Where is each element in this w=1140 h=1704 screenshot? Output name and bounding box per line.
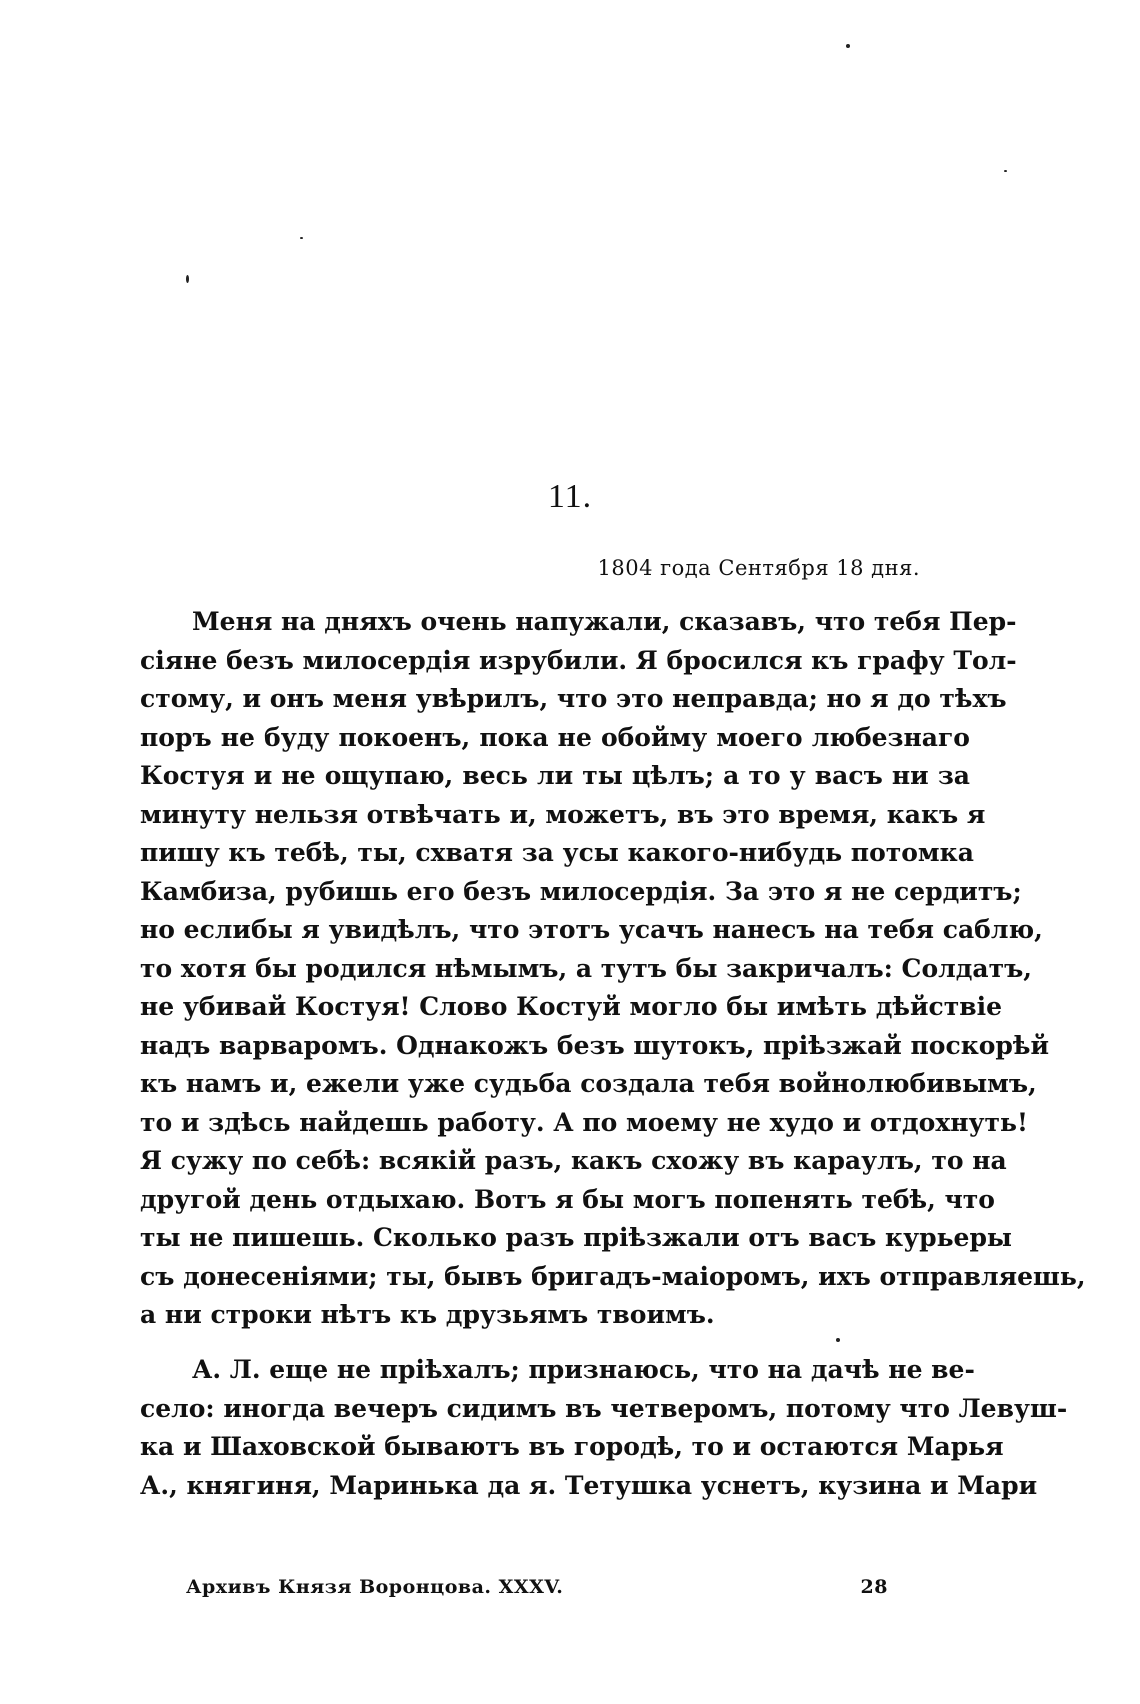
text-line: пишу къ тебѣ, ты, схватя за усы какого-нибудь потомка (140, 838, 974, 867)
text-line: сіяне безъ милосердія изрубили. Я бросился къ графу Тол- (140, 645, 1017, 675)
text-line: ка и Шаховской бываютъ въ городѣ, то и остаются Марья (140, 1432, 1004, 1461)
letter-number: 11. (547, 478, 593, 515)
text-line: А. Л. еще не пріѣхалъ; признаюсь, что на дачѣ не ве- (192, 1355, 975, 1384)
text-line: Костуя и не ощупаю, весь ли ты цѣлъ; а то у васъ ни за (140, 761, 970, 790)
text-line: къ намъ и, ежели уже судьба создала тебя войнолюбивымъ, (140, 1069, 1037, 1098)
text-line: то и здѣсь найдешь работу. А по моему не худо и отдохнуть! (140, 1107, 1028, 1137)
text-line: село: иногда вечеръ сидимъ въ четверомъ, потому что Левуш- (140, 1393, 1068, 1423)
archive-signature: Архивъ Князя Воронцова. XXXV. (186, 1576, 564, 1598)
scan-speck (1004, 170, 1007, 172)
letter-paragraph-1 (140, 603, 1086, 1335)
text-line: Я сужу по себѣ: всякій разъ, какъ схожу въ караулъ, то на (140, 1146, 1007, 1175)
scan-speck (846, 44, 850, 48)
text-line: А., княгиня, Маринька да я. Тетушка уснетъ, кузина и Мари (140, 1470, 1038, 1500)
text-line: минуту нельзя отвѣчать и, можетъ, въ это время, какъ я (140, 799, 986, 829)
scan-speck (300, 237, 303, 239)
signature-number: 28 (860, 1576, 888, 1598)
text-line: а ни строки нѣтъ къ друзьямъ твоимъ. (140, 1300, 715, 1329)
scan-speck (186, 275, 189, 283)
text-line: другой день отдыхаю. Вотъ я бы могъ попенять тебѣ, что (140, 1184, 995, 1214)
text-line: ты не пишешь. Сколько разъ пріѣзжали отъ васъ курьеры (140, 1223, 1012, 1252)
text-line: поръ не буду покоенъ, пока не обойму моего любезнаго (140, 722, 970, 752)
text-line: то хотя бы родился нѣмымъ, а тутъ бы закричалъ: Солдатъ, (140, 953, 1032, 983)
scan-speck (836, 1338, 840, 1342)
letter-paragraph-2 (140, 1351, 1068, 1505)
text-line: но еслибы я увидѣлъ, что этотъ усачъ нанесъ на тебя саблю, (140, 915, 1043, 944)
text-line: съ донесеніями; ты, бывъ бригадъ-маіоромъ, ихъ отправляешь, (140, 1261, 1086, 1291)
text-line: Камбиза, рубишь его безъ милосердія. За это я не сердитъ; (140, 876, 1022, 906)
text-line: надъ варваромъ. Однакожъ безъ шутокъ, пріѣзжай поскорѣй (140, 1030, 1050, 1060)
text-line: Меня на дняхъ очень напужали, сказавъ, что тебя Пер- (192, 607, 1017, 636)
text-line: не убивай Костуя! Слово Костуй могло бы имѣть дѣйствіе (140, 992, 1002, 1021)
letter-date: 1804 года Сентября 18 дня. (597, 556, 920, 580)
text-line: стому, и онъ меня увѣрилъ, что это неправда; но я до тѣхъ (140, 684, 1007, 713)
